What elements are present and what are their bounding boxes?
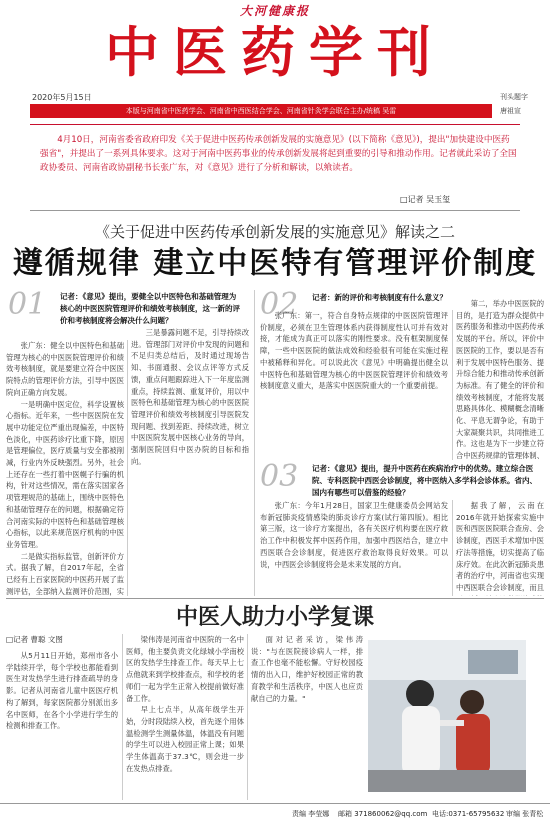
question-number-1: 01 <box>8 287 47 322</box>
question-number-2: 02 <box>260 287 299 322</box>
column-divider <box>247 634 248 800</box>
divider <box>6 598 544 599</box>
section2-column-3: 面对记者采访，梁伟涛说："与在医院接诊病人一样，排查工作也毫不能松懈。守好校园疫情的出入口，维护好校园正常的教育教学和生活秩序，中医人也应贡献自己的力量。" <box>251 635 363 703</box>
q2-answer-left: 张广东：第一，符合自身特点规律的中医医院管理评价制度，必须在卫生管理体系内获得制度性认可并有效对接，才能成为真正可以落实的刚性要求。没有框架制度保障，一些中医医院的做法成效和经验很有可能在实施过程中被稀释和异化。可以说此次《意见》中明确提出健全以中医特色和基础管理为核心的中医医院管理评价和绩效考核制度意义重大，是落实中医医院重大的一个重要前提。 <box>260 311 448 391</box>
question-1: 记者：《意见》提出，要健全以中医特色和基础管理为核心的中医医院管理评价和绩效考核制度，这一新的评价和考核制度将会解决什么问题？ <box>60 292 240 325</box>
column-divider <box>452 310 453 460</box>
question-3: 记者：《意见》提出，提升中医药在疾病治疗中的优势。建立综合医院、专科医院中西医会诊制度，将中医纳入多学科会诊体系。省内、国内有哪些可以借鉴的经验？ <box>312 464 537 497</box>
issue-date: 2020年5月15日 <box>32 93 92 102</box>
q1-column-right: 三是暴露问题不足，引导持续改进。管理部门对评价中发现的问题和不足归类总结后，及时通过现场告知、书面通报、会议点评等方式反馈，重点问题跟踪进入下一年度监测重点，持续监测、重复评价，用以中医特色和基础管理为核心的中医医院管理评价和绩效考核制度引导医院发现问题、找到差距、持续改进，树立中医医院发展中医核心业务的导向，强制医院回归中医办院的目标和指向。 <box>131 328 249 466</box>
news-photo <box>368 640 526 792</box>
lead-author: □记者 吴玉玺 <box>400 195 451 204</box>
section2-headline: 中医人助力小学复课 <box>175 604 374 630</box>
footer-editor: 责编 李莹娜 <box>292 810 330 818</box>
divider <box>30 124 520 125</box>
footer-email: 邮箱 371860062@qq.com <box>338 810 428 818</box>
section2-column-1: 从5月11日开始，郑州市各小学陆续开学，每个学校也都能看到医生对发热学生进行排查疏导的身影。记者从河南省儿童中医医疗机构了解到，每家医院都分别派出多名中医师，在各个小学进行学生的检测和排查工作。 <box>6 651 118 731</box>
q3-answer-right: 据我了解，云南在2016年就开始探索实施中医和西医医院联合查房、会诊制度，西医手术增加中医疗法等措施，切实提高了临床疗效。在此次新冠肺炎患者的治疗中，河南省也实现中西医联合会诊制度，而且 <box>456 501 544 592</box>
article-headline: 遵循规律 建立中医特有管理评价制度 <box>12 246 538 281</box>
column-divider <box>122 634 123 800</box>
section2-column-2: 梁伟涛是河南省中医院的一名中医师，他主要负责文化绿城小学南校区的发热学生排查工作。每天早上七点他就来到学校排查点，和学校的老师们一起为学生正常入校提前做好准备工作。 早上七点半，从高年级学生开始，分时段陆续入校，首先逐个用体温检测学生测量体温，体温没有问题的学生可以进入校园正常上课；如果学生体温高于37.3℃，则会进一步在发热点排查。 <box>126 635 244 773</box>
question-2: 记者：新的评价和考核制度有什么意义？ <box>312 293 447 302</box>
column-divider <box>127 340 128 596</box>
lead-paragraph: 4月10日，河南省委省政府印发《关于促进中医药传承创新发展的实施意见》(以下简称《意见》)，提出"加快建设中医药强省"，并提出了一系列具体要求。这对于河南中医药事业的传承创新发展将起到重要的引导和推动作用。记者就此采访了全国政协委员、河南省政协副秘书长张广东，对《意见》进行了分析和解读，以飨读者。 <box>40 135 517 173</box>
q2-answer-right: 第二，举办中医医院的目的，是打造为群众提供中医药服务和推动中医药传承发展的平台。所以，评价中医医院的工作，要以是否有利于发展中医特色服务、提升综合能力和推动传承创新为标准。有了健全的评价和绩效考核制度，才能将发展思路具体化、模糊概念清晰化、平息无谓争论，有助于大家凝聚共识，共同推进工作。这也是为下一步建立符合中医药规律的管理体制、 <box>456 299 544 460</box>
column-divider <box>452 500 453 596</box>
calligraphy-credit-name: 唐祖宣 <box>500 107 521 115</box>
column-divider <box>254 290 255 596</box>
page-footer <box>0 803 550 825</box>
footer-proofreader: 审编 张青松 <box>506 810 544 818</box>
masthead-title: 中医药学刊 <box>105 20 445 84</box>
question-number-3: 03 <box>260 459 299 494</box>
q3-answer-left: 张广东：今年1月28日，国家卫生健康委员会网站发布新冠肺炎疫情感染的肺炎诊疗方案(试行第四版)。相比第三版，这一诊疗方案提出，各有关医疗机构要在医疗救治工作中积极发挥中医药作用，加强中西医结合，建立中西医联合会诊制度，促进医疗救治取得良好效果。可以说，中西医会诊制度将会是未来发展的方向。 <box>260 501 448 569</box>
article-subtitle: 《关于促进中医药传承创新发展的实施意见》解读之二 <box>94 223 455 241</box>
q1-column-left: 张广东：健全以中医特色和基础管理为核心的中医医院管理评价和绩效考核制度，就是要建立符合中医医院特点的管理评价方法，引导中医医院向正确方向发展。 一是明确中医定位，科学设置核心指标。近年来，一些中医医院在发展中功能定位严重出现偏差，中医特色淡化，中医药诊疗比重下降，原因是管理偏位，医疗质量与安全都被削减，行业内外反映强烈。另外，社会上还存在一些打着中医幌子行骗的机构，针对这些情况，需在落实国家各项管理规范的基础上，围绕中医特色和基础管理存在的问题，根据确定符合河南实际的中医特色和基础管理核心指标，以此来规范医疗机构的中医业务管理。 二是做实指标监管，创新评价方式。据我了解，自2017年起，全省已经有上百家医院的中医药开展了监测评估，全部纳入监测评价范围，实 <box>6 341 124 596</box>
section2-author: □记者 曹聪 文图 <box>6 635 63 644</box>
calligraphy-credit-label: 刊头题字 <box>500 93 528 101</box>
publisher-logo: 大河健康报 <box>239 4 310 18</box>
divider <box>30 210 520 211</box>
masthead-banner: 本版与河南省中医药学会、河南省中西医结合学会、河南省针灸学会联合主办/统稿 吴雷 <box>30 104 492 118</box>
footer-phone: 电话:0371-65795632 <box>432 810 505 818</box>
